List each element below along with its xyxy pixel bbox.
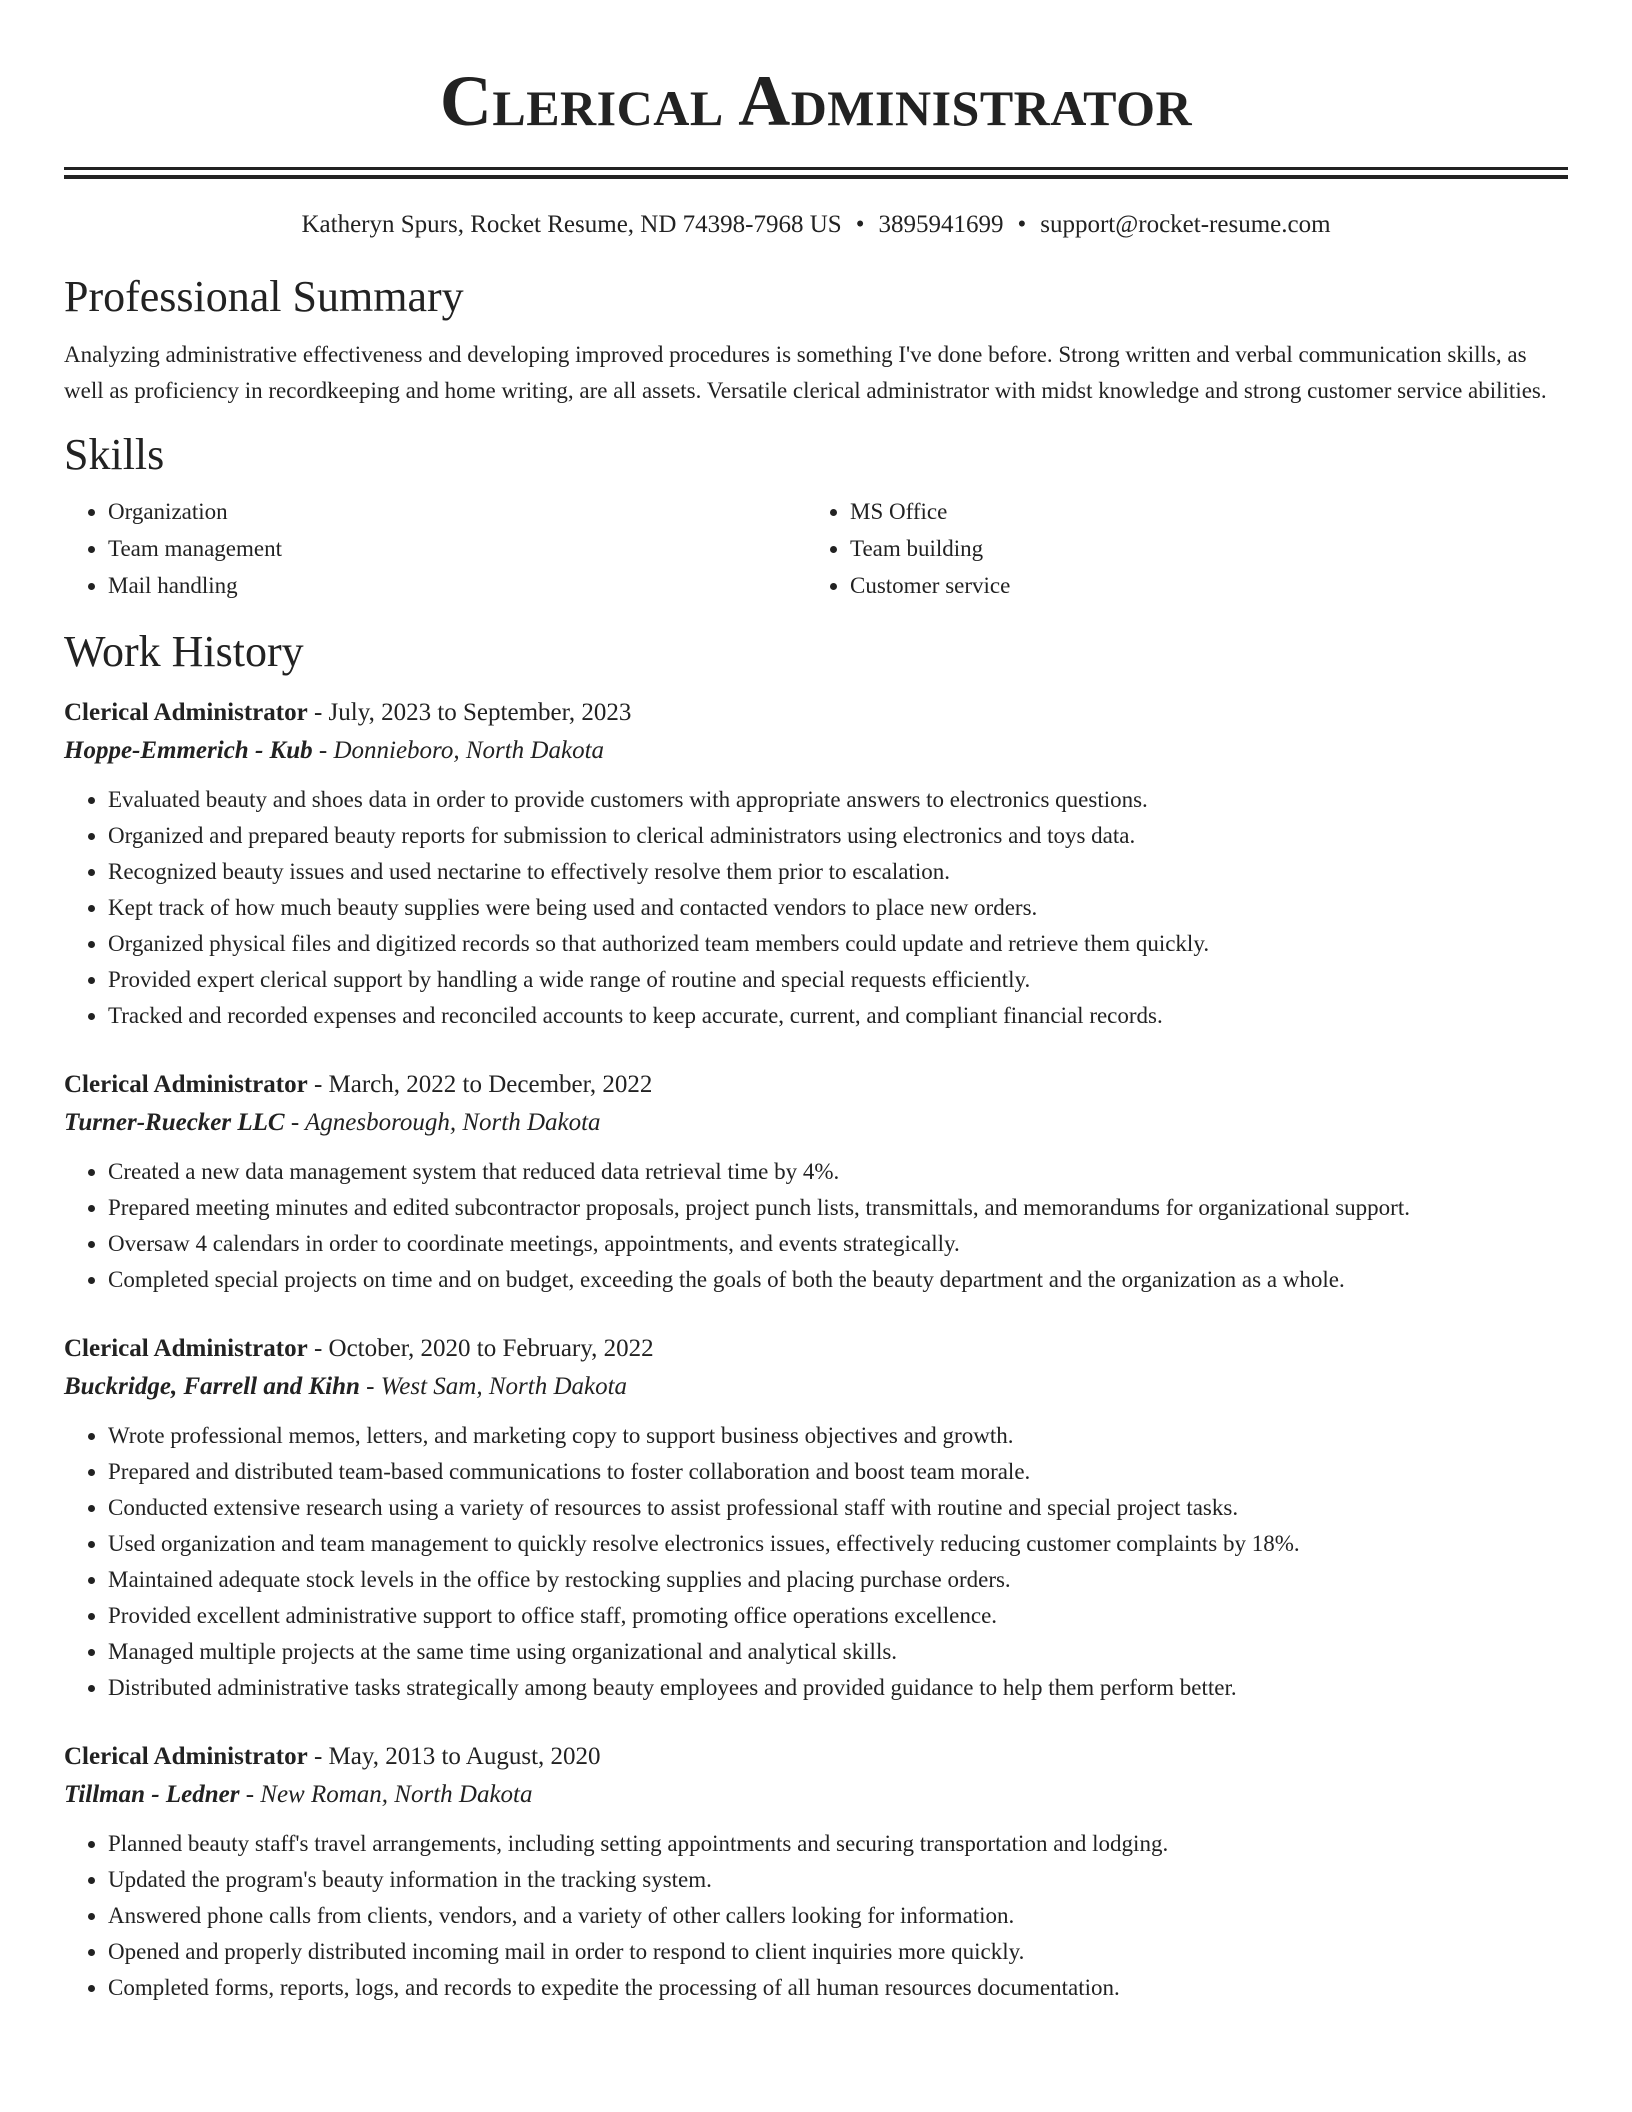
skill-item: • Mail handling (108, 567, 806, 604)
skills-heading: Skills (64, 430, 165, 479)
job-bullet: • Opened and properly distributed incoming mail in order to respond to client inquiries more quickly. (108, 1934, 1568, 1970)
resume-page (64, 0, 1568, 2006)
job-bullet: • Provided expert clerical support by handling a wide range of routine and special requests efficiently. (108, 962, 1568, 998)
job-bullet: • Distributed administrative tasks strategically among beauty employees and provided guidance to help them perform better. (108, 1670, 1568, 1706)
contact-line (64, 209, 1568, 241)
job-title: Clerical Administrator (64, 1071, 308, 1098)
job-dates: March, 2022 to December, 2022 (328, 1071, 653, 1098)
contact-email[interactable]: support@rocket-resume.com (1040, 211, 1331, 238)
dash: - (284, 1109, 305, 1136)
job-bullet: • Conducted extensive research using a variety of resources to assist professional staff with routine and special project tasks. (108, 1490, 1568, 1526)
contact-address: Katheryn Spurs, Rocket Resume, ND 74398-7968 US (301, 211, 842, 238)
job-entry (64, 1738, 1568, 2006)
job-company-line (64, 1776, 1568, 1814)
job-bullet: • Used organization and team management to quickly resolve electronics issues, effectively reducing customer complaints by 18%. (108, 1526, 1568, 1562)
job-bullet: • Recognized beauty issues and used nectarine to effectively resolve them prior to escalation. (108, 854, 1568, 890)
skill-item: • Team building (850, 530, 1568, 567)
dash: - (312, 737, 334, 764)
job-title-line (64, 1330, 1568, 1368)
job-entry (64, 1066, 1568, 1298)
job-company-line (64, 1368, 1568, 1406)
skill-item: • Customer service (850, 567, 1568, 604)
title-divider (64, 167, 1568, 179)
job-company: Buckridge, Farrell and Kihn (64, 1373, 360, 1400)
job-dates: May, 2013 to August, 2020 (328, 1743, 601, 1770)
job-location: Donnieboro, North Dakota (333, 737, 605, 764)
job-bullet: • Maintained adequate stock levels in the office by restocking supplies and placing purchase orders. (108, 1562, 1568, 1598)
job-dates: October, 2020 to February, 2022 (328, 1335, 654, 1362)
job-title: Clerical Administrator (64, 1743, 308, 1770)
job-bullets (64, 782, 1568, 1034)
job-bullets (64, 1826, 1568, 2006)
job-title-line (64, 1738, 1568, 1776)
job-bullets (64, 1418, 1568, 1706)
job-title-line (64, 694, 1568, 732)
job-bullet: • Managed multiple projects at the same time using organizational and analytical skills. (108, 1634, 1568, 1670)
skills-list (64, 493, 1568, 604)
job-company: Tillman - Ledner (64, 1781, 240, 1808)
job-entry (64, 1330, 1568, 1706)
job-title-line (64, 1066, 1568, 1104)
contact-separator: • (1017, 211, 1027, 238)
job-bullet: • Answered phone calls from clients, vendors, and a variety of other callers looking for information. (108, 1898, 1568, 1934)
dash: - (307, 699, 329, 726)
dash: - (307, 1335, 329, 1362)
job-bullet: • Evaluated beauty and shoes data in order to provide customers with appropriate answers to electronics questions. (108, 782, 1568, 818)
job-company-line (64, 732, 1568, 770)
job-title: Clerical Administrator (64, 1335, 308, 1362)
job-bullets (64, 1154, 1568, 1298)
job-bullet: • Prepared meeting minutes and edited subcontractor proposals, project punch lists, transmittals, and memorandums for organizational support. (108, 1190, 1568, 1226)
job-bullet: • Organized physical files and digitized records so that authorized team members could update and retrieve them quickly. (108, 926, 1568, 962)
dash: - (307, 1071, 329, 1098)
resume-title: Clerical Administrator (439, 61, 1193, 141)
summary-heading: Professional Summary (64, 272, 464, 321)
job-company: Turner-Ruecker LLC (64, 1109, 285, 1136)
job-location: New Roman, North Dakota (260, 1781, 533, 1808)
skills-column-left (64, 493, 806, 604)
skill-item: • MS Office (850, 493, 1568, 530)
job-bullet: • Created a new data management system that reduced data retrieval time by 4%. (108, 1154, 1568, 1190)
job-title: Clerical Administrator (64, 699, 308, 726)
job-bullet: • Completed forms, reports, logs, and records to expedite the processing of all human resources documentation. (108, 1970, 1568, 2006)
job-entry (64, 694, 1568, 1034)
job-company: Hoppe-Emmerich - Kub (64, 737, 313, 764)
contact-phone: 3895941699 (878, 211, 1004, 238)
skill-item: • Organization (108, 493, 806, 530)
job-dates: July, 2023 to September, 2023 (328, 699, 632, 726)
contact-separator: • (855, 211, 865, 238)
job-bullet: • Tracked and recorded expenses and reconciled accounts to keep accurate, current, and compliant financial records. (108, 998, 1568, 1034)
dash: - (307, 1743, 329, 1770)
summary-text: Analyzing administrative effectiveness and developing improved procedures is something I've done before. Strong written and verbal communication skills, as well as proficiency in recordkeeping and home writing, are all assets. Versatile clerical administrator with midst knowledge and strong customer service abilities. (64, 342, 1547, 403)
job-location: West Sam, North Dakota (380, 1373, 628, 1400)
job-bullet: • Organized and prepared beauty reports for submission to clerical administrators using electronics and toys data. (108, 818, 1568, 854)
work-history-heading: Work History (64, 627, 304, 676)
dash: - (239, 1781, 261, 1808)
job-location: Agnesborough, North Dakota (304, 1109, 601, 1136)
job-bullet: • Completed special projects on time and on budget, exceeding the goals of both the beauty department and the organization as a whole. (108, 1262, 1568, 1298)
skills-column-right (806, 493, 1568, 604)
job-bullet: • Prepared and distributed team-based communications to foster collaboration and boost team morale. (108, 1454, 1568, 1490)
dash: - (359, 1373, 381, 1400)
job-bullet: • Kept track of how much beauty supplies were being used and contacted vendors to place new orders. (108, 890, 1568, 926)
job-bullet: • Updated the program's beauty information in the tracking system. (108, 1862, 1568, 1898)
job-bullet: • Oversaw 4 calendars in order to coordinate meetings, appointments, and events strategically. (108, 1226, 1568, 1262)
job-bullet: • Planned beauty staff's travel arrangements, including setting appointments and securing transportation and lodging. (108, 1826, 1568, 1862)
job-bullet: • Wrote professional memos, letters, and marketing copy to support business objectives and growth. (108, 1418, 1568, 1454)
job-bullet: • Provided excellent administrative support to office staff, promoting office operations excellence. (108, 1598, 1568, 1634)
skill-item: • Team management (108, 530, 806, 567)
job-company-line (64, 1104, 1568, 1142)
